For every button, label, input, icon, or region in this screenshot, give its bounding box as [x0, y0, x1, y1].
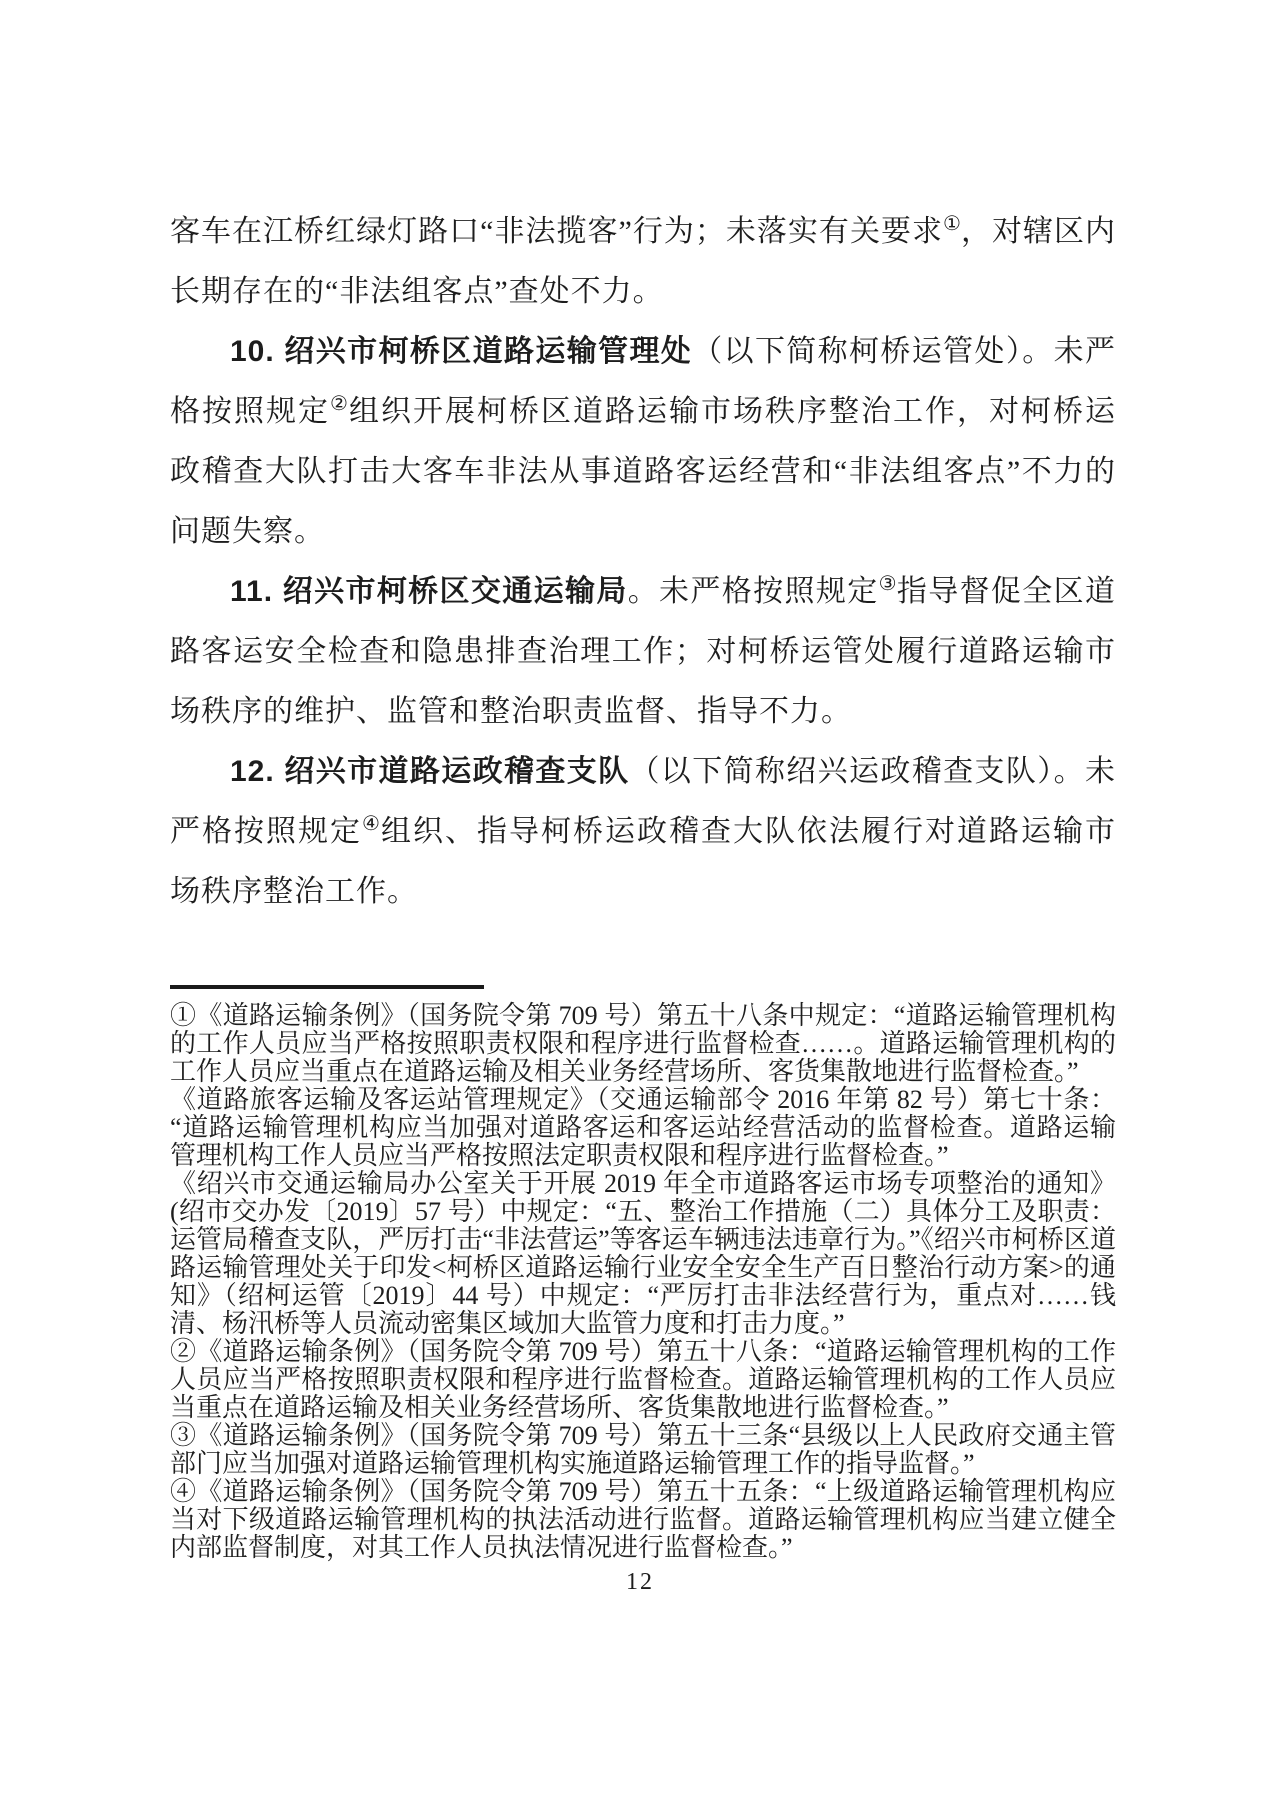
item-10-heading: 10. 绍兴市柯桥区道路运输管理处: [230, 335, 693, 368]
footnote-ref-4: ④: [362, 813, 381, 835]
page-number: 12: [626, 1569, 654, 1595]
footnote-2: ②《道路运输条例》（国务院令第 709 号）第五十八条：“道路运输管理机构的工作人员应当严格按照职责权限和程序进行监督检查。道路运输管理机构的工作人员应当重点在道路运输及相关业务经营场所、客货集散地进行监督检查。”: [170, 1337, 1116, 1422]
footnote-separator: [170, 985, 484, 989]
footnote-1-citation-2: 《道路旅客运输及客运站管理规定》（交通运输部令 2016 年第 82 号）第七十条：“道路运输管理机构应当加强对道路客运和客运站经营活动的监督检查。道路运输管理机构工作人员应当严格按照法定职责权限和程序进行监督检查。”: [170, 1085, 1116, 1170]
footnote-1-citation-3: 《绍兴市交通运输局办公室关于开展 2019 年全市道路客运市场专项整治的通知》(绍市交办发〔2019〕57 号）中规定：“五、整治工作措施（二）具体分工及职责：运管局稽查支队，严厉打击“非法营运”等客运车辆违法违章行为。”《绍兴市柯桥区道路运输管理处关于印发<柯桥区道路运输行业安全安全生产百日整治行动方案>的通知》（绍柯运管〔2019〕44 号）中规定：“严厉打击非法经营行为，重点对……钱清、杨汛桥等人员流动密集区域加大监管力度和打击力度。”: [170, 1169, 1116, 1338]
paragraph-item-10: [170, 322, 1116, 562]
paragraph-text: （以下简称柯桥运管处）。未严格按照规定: [170, 335, 1116, 428]
footnote-ref-1: ①: [942, 213, 961, 235]
paragraph-text: 指导督促全区道路客运安全检查和隐患排查治理工作；对柯桥运管处履行道路运输市场秩序的维护、监管和整治职责监督、指导不力。: [170, 575, 1117, 728]
footnote-ref-3: ③: [878, 573, 897, 595]
paragraph-text: （以下简称绍兴运政稽查支队）。未严格按照规定: [170, 755, 1116, 848]
footnote-1: ①《道路运输条例》（国务院令第 709 号）第五十八条中规定：“道路运输管理机构的工作人员应当严格按照职责权限和程序进行监督检查……。道路运输管理机构的工作人员应当重点在道路运输及相关业务经营场所、客货集散地进行监督检查。”: [170, 1001, 1116, 1086]
footnotes-section: [170, 1002, 1116, 1562]
item-12-heading: 12. 绍兴市道路运政稽查支队: [230, 755, 630, 788]
paragraph-text: 组织开展柯桥区道路运输市场秩序整治工作，对柯桥运政稽查大队打击大客车非法从事道路客运经营和“非法组客点”不力的问题失察。: [170, 395, 1117, 548]
main-text-section: [170, 202, 1116, 922]
paragraph-text: 。未严格按照规定: [627, 575, 879, 608]
item-11-heading: 11. 绍兴市柯桥区交通运输局: [230, 575, 628, 608]
paragraph-text: ，对辖区内长期存在的“非法组客点”查处不力。: [170, 215, 1116, 308]
paragraph-continuation: [170, 202, 1116, 322]
paragraph-text: 客车在江桥红绿灯路口“非法揽客”行为；未落实有关要求: [170, 215, 943, 248]
footnote-ref-2: ②: [330, 393, 349, 415]
footnote-3: ③《道路运输条例》（国务院令第 709 号）第五十三条“县级以上人民政府交通主管部门应当加强对道路运输管理机构实施道路运输管理工作的指导监督。”: [170, 1421, 1116, 1478]
footnote-4: ④《道路运输条例》（国务院令第 709 号）第五十五条：“上级道路运输管理机构应当对下级道路运输管理机构的执法活动进行监督。道路运输管理机构应当建立健全内部监督制度，对其工作人员执法情况进行监督检查。”: [170, 1477, 1116, 1562]
paragraph-item-11: [170, 562, 1116, 742]
paragraph-item-12: [170, 742, 1116, 922]
paragraph-text: 组织、指导柯桥运政稽查大队依法履行对道路运输市场秩序整治工作。: [170, 815, 1116, 908]
